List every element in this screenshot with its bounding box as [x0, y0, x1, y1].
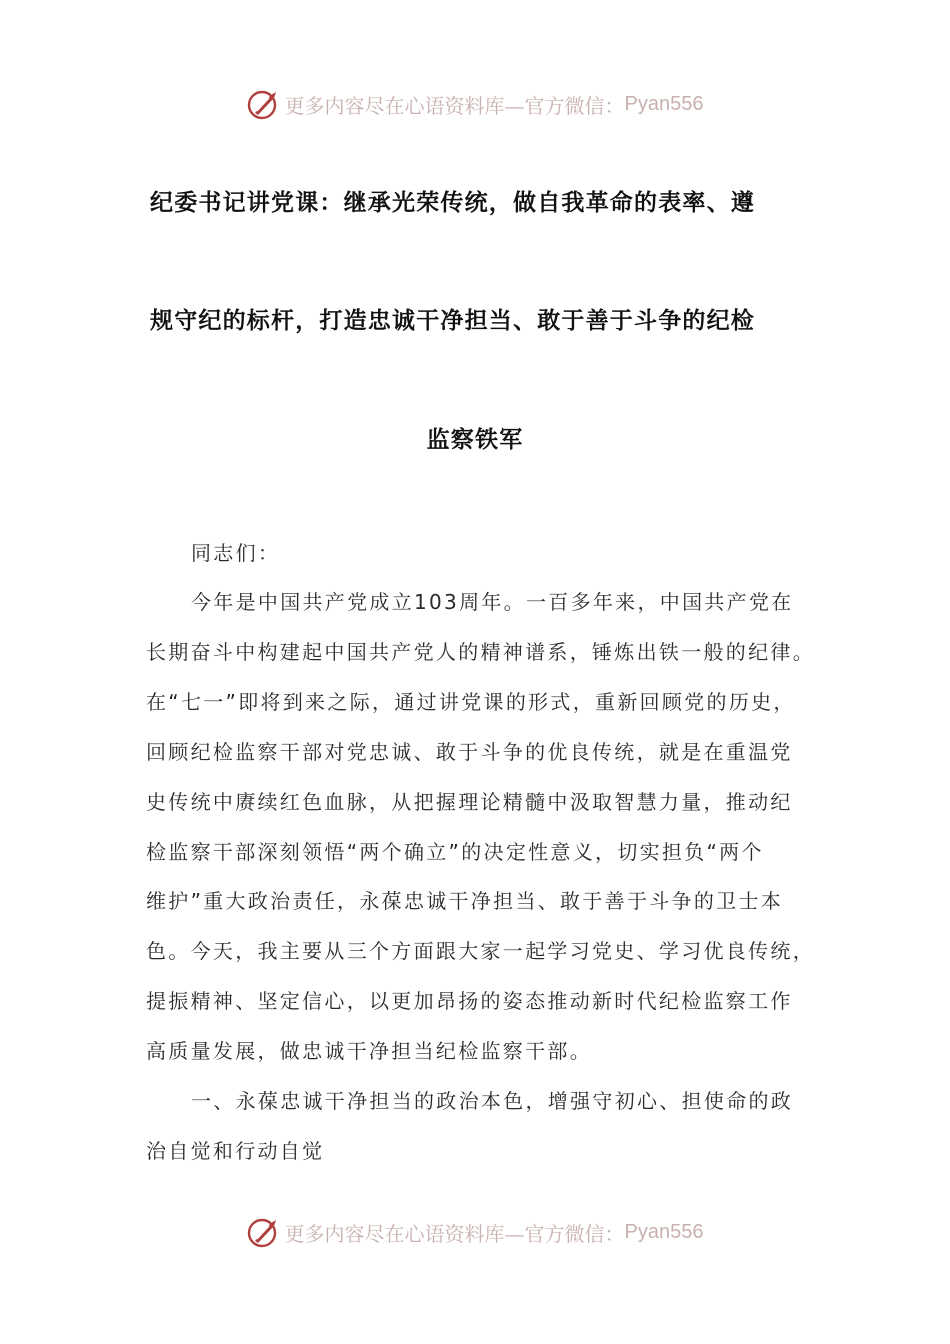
- paragraph-line: 史传统中赓续红色血脉，从把握理论精髓中汲取智慧力量，推动纪: [146, 790, 793, 814]
- pen-nib-circle-icon: [247, 1215, 281, 1249]
- paragraph-line: 长期奋斗中构建起中国共产党人的精神谱系，锤炼出铁一般的纪律。: [146, 640, 815, 664]
- watermark-wechat-id: Pyan556: [624, 92, 704, 115]
- header-watermark: [0, 84, 950, 124]
- pen-nib-circle-icon: [247, 87, 281, 121]
- document-title-line-2: 规守纪的标杆，打造忠诚干净担当、敢于善于斗争的纪检: [150, 308, 755, 334]
- paragraph-line: 回顾纪检监察干部对党忠诚、敢于斗争的优良传统，就是在重温党: [146, 740, 793, 764]
- document-title-line-3: 监察铁军: [426, 427, 524, 453]
- paragraph-line: 检监察干部深刻领悟“两个确立”的决定性意义，切实担负“两个: [146, 840, 764, 864]
- paragraph-line: 今年是中国共产党成立103周年。一百多年来，中国共产党在: [191, 590, 794, 614]
- document-title-line-1: 纪委书记讲党课：继承光荣传统，做自我革命的表率、遵: [150, 190, 755, 216]
- watermark-text: 更多内容尽在心语资料库—官方微信：: [284, 93, 625, 118]
- footer-watermark: [0, 1212, 950, 1252]
- salutation: 同志们：: [191, 541, 281, 565]
- paragraph-line: 色。今天，我主要从三个方面跟大家一起学习党史、学习优良传统，: [146, 939, 815, 963]
- watermark-wechat-id: Pyan556: [624, 1220, 704, 1243]
- section-heading-line: 治自觉和行动自觉: [146, 1139, 325, 1163]
- watermark-text: 更多内容尽在心语资料库—官方微信：: [284, 1221, 625, 1246]
- paragraph-line: 在“七一”即将到来之际，通过讲党课的形式，重新回顾党的历史，: [146, 690, 796, 714]
- section-heading-line: 一、永葆忠诚干净担当的政治本色，增强守初心、担使命的政: [191, 1089, 794, 1113]
- paragraph-line: 高质量发展，做忠诚干净担当纪检监察干部。: [146, 1039, 592, 1063]
- paragraph-line: 维护”重大政治责任，永葆忠诚干净担当、敢于善于斗争的卫士本: [146, 889, 784, 913]
- paragraph-line: 提振精神、坚定信心，以更加昂扬的姿态推动新时代纪检监察工作: [146, 989, 793, 1013]
